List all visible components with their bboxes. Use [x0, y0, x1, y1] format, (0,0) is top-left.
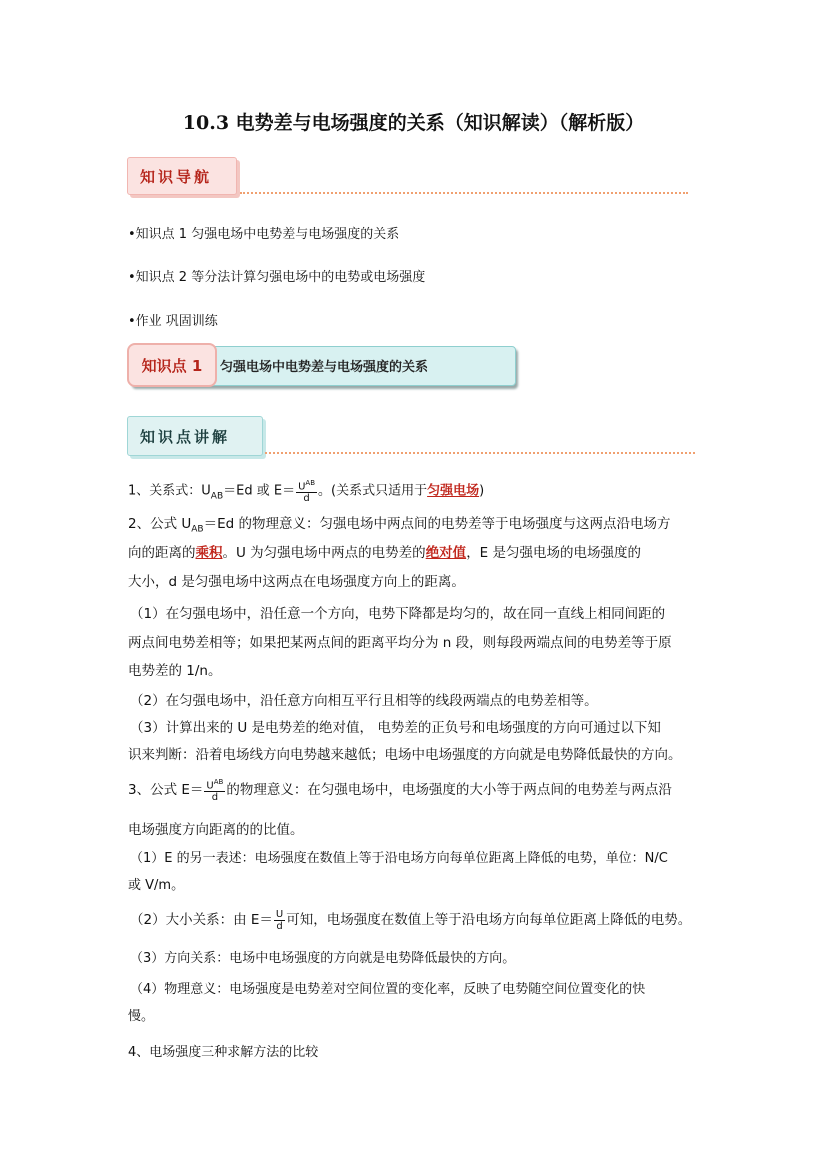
fraction: $\frac{U^{AB}}{d}$ [298, 479, 316, 505]
item-2-line-1: 2、公式 $U_{AB}=Ed$ 的物理意义：匀强电场中两点间的电势差等于电场强度与这两点沿电场方 [128, 516, 671, 535]
kp1-tag: 知识点 1 [127, 343, 217, 387]
sub-1-line-3: 电势差的 1/n。 [128, 663, 222, 679]
sub-1-line-2: 两点间电势差相等；如果把某两点间的距离平均分为 n 段，则每段两端点间的电势差等于原 [128, 635, 672, 651]
nav-item-1[interactable]: •知识点 1 匀强电场中电势差与电场强度的关系 [128, 227, 400, 242]
e3: （3）方向关系：电场中电场强度的方向就是电势降低最快的方向。 [130, 951, 516, 966]
sub-3-line-2: 识来判断：沿着电场线方向电势越来越低；电场中电场强度的方向就是电势降低最快的方向。 [128, 747, 682, 763]
sub-1-line-1: （1）在匀强电场中，沿任意一个方向，电势下降都是均匀的，故在同一直线上相同间距的 [130, 606, 666, 622]
page-title: 10.3 电势差与电场强度的关系（知识解读）（解析版） [182, 112, 645, 134]
e2: （2）大小关系：由 E＝ $\frac{U}{d}$ 可知，电场强度在数值上等于沿电场方向每单位距离上降低的电势。 [130, 908, 692, 932]
item-2-line-2: 向的距离的乘积。U 为匀强电场中两点的电势差的绝对值，E 是匀强电场的电场强度的 [128, 545, 642, 561]
explain-divider [265, 452, 695, 454]
item-1: 1、关系式：$U_{AB}=Ed$ 或 E＝ $\frac{U^{AB}}{d}$ 。(关系式只适用于匀强电场) [128, 479, 485, 505]
kp1-title: 匀强电场中电势差与电场强度的关系 [220, 360, 429, 375]
fraction: $\frac{U^{AB}}{d}$ [206, 778, 224, 804]
item-3-line-1: 3、公式 E＝ $\frac{U^{AB}}{d}$ 的物理意义：在匀强电场中，电场强度的大小等于两点间的电势差与两点沿 [128, 778, 672, 804]
nav-banner: 知识导航 [127, 157, 237, 195]
explain-banner: 知识点讲解 [127, 416, 263, 456]
nav-divider [240, 192, 688, 194]
item-3-line-2: 电场强度方向距离的的比值。 [128, 822, 304, 838]
e1-line-1: （1）E 的另一表述：电场强度在数值上等于沿电场方向每单位距离上降低的电势，单位：N/C [130, 851, 668, 866]
sub-3-line-1: （3）计算出来的 U 是电势差的绝对值， 电势差的正负号和电场强度的方向可通过以下知 [130, 720, 661, 736]
e4-line-1: （4）物理意义：电场强度是电势差对空间位置的变化率，反映了电势随空间位置变化的快 [130, 982, 646, 997]
fraction: $\frac{U}{d}$ [275, 908, 284, 932]
item-4: 4、电场强度三种求解方法的比较 [128, 1045, 319, 1060]
nav-item-3[interactable]: •作业 巩固训练 [128, 314, 218, 329]
sub-2: （2）在匀强电场中，沿任意方向相互平行且相等的线段两端点的电势差相等。 [130, 693, 598, 709]
item-2-line-3: 大小，d 是匀强电场中这两点在电场强度方向上的距离。 [128, 574, 465, 590]
e1-line-2: 或 V/m。 [128, 878, 185, 893]
e4-line-2: 慢。 [128, 1009, 155, 1024]
nav-item-2[interactable]: •知识点 2 等分法计算匀强电场中的电势或电场强度 [128, 270, 426, 285]
